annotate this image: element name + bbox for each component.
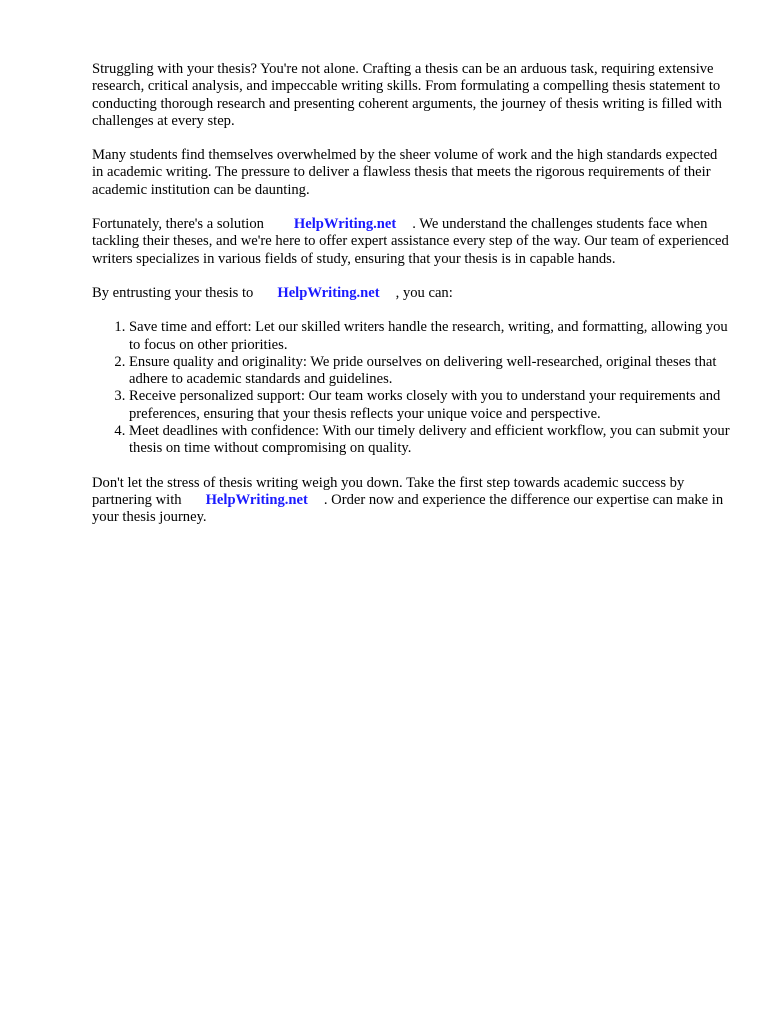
entrusting-text-before: By entrusting your thesis to: [92, 284, 254, 301]
helpwriting-link[interactable]: HelpWriting.net: [205, 491, 308, 508]
solution-paragraph: [92, 216, 732, 268]
list-item: 2. Ensure quality and originality: We pride ourselves on delivering well-researched, original theses that adhere to academic standards and guidelines.: [129, 354, 732, 389]
intro-paragraph: Struggling with your thesis? You're not alone. Crafting a thesis can be an arduous task, requiring extensive research, critical analysis, and impeccable writing skills. From formulating a compelling thesis statement to conducting thorough research and presenting coherent arguments, the journey of thesis writing is filled with challenges at every step.: [92, 61, 722, 129]
solution-text-before: Fortunately, there's a solution: [92, 216, 264, 233]
list-item: 4. Meet deadlines with confidence: With our timely delivery and efficient workflow, you can submit your thesis on time without compromising on quality.: [129, 423, 732, 458]
closing-text-before: Don't let the stress of thesis writing weigh you down. Take the first step towards academic success by partnering with: [92, 474, 685, 508]
closing-text-after: . Order now and experience the difference our expertise can make in your thesis journey.: [92, 491, 724, 526]
helpwriting-link[interactable]: HelpWriting.net: [293, 216, 397, 233]
entrusting-text-after: , you can:: [395, 284, 453, 301]
entrusting-paragraph: [92, 285, 732, 302]
benefits-list: [92, 319, 732, 457]
list-item: 3. Receive personalized support: Our team works closely with you to understand your requirements and preferences, ensuring that your thesis reflects your unique voice and perspective.: [129, 388, 732, 423]
overwhelm-paragraph: Many students find themselves overwhelmed by the sheer volume of work and the high standards expected in academic writing. The pressure to deliver a flawless thesis that meets the rigorous requirements of their academic institution can be daunting.: [92, 147, 718, 198]
helpwriting-link[interactable]: HelpWriting.net: [277, 284, 380, 301]
document-page: [92, 61, 732, 544]
closing-paragraph: [92, 475, 732, 527]
list-item: 1. Save time and effort: Let our skilled writers handle the research, writing, and formatting, allowing you to focus on other priorities.: [129, 319, 732, 354]
solution-text-after: . We understand the challenges students face when tackling their theses, and we're here to offer expert assistance every step of the way. Our team of experienced writers specializes in various fields of study, ensuring that your thesis is in capable hands.: [92, 216, 729, 267]
